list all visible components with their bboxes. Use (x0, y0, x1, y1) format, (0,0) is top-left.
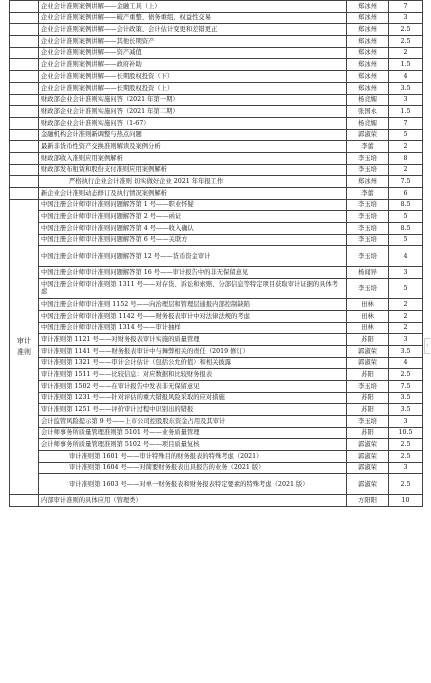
course-title: 审计准则第 1141 号——财务报表审计中与舞弊相关的责任（2019 修订） (39, 345, 347, 357)
course-title: 中国注册会计师审计准则第 1142 号——财务报表审计中对法律法规的考虑 (39, 310, 347, 322)
table-row (10, 416, 423, 428)
category-cell (10, 129, 39, 141)
table-row (10, 94, 423, 106)
category-cell (10, 141, 39, 153)
course-title: 企业会计准则案例讲解——其他长期资产 (39, 36, 347, 48)
course-instructor: 郑冰州 (347, 71, 389, 83)
table-row (10, 494, 423, 506)
table-row (10, 322, 423, 334)
table-row (10, 141, 423, 153)
table-row (10, 451, 423, 463)
course-hours: 2 (389, 164, 423, 176)
category-cell (10, 82, 39, 94)
category-cell (10, 117, 39, 129)
course-instructor: 杨闻异 (347, 266, 389, 278)
course-title: 审计准则第 1231 号——针对评估的重大错报风险采取的应对措施 (39, 392, 347, 404)
table-row (10, 164, 423, 176)
table-row (10, 310, 423, 322)
course-title: 会计师事务所质量管理准则第 5102 号——项目质量复核 (39, 439, 347, 451)
course-instructor: 李玉培 (347, 211, 389, 223)
course-hours: 7.5 (389, 176, 423, 188)
course-hours: 2 (389, 141, 423, 153)
course-instructor: 李蕾 (347, 188, 389, 200)
table-row (10, 106, 423, 118)
table-row (10, 129, 423, 141)
course-title: 财政部企业会计准则实施问答（2021 年第二期） (39, 106, 347, 118)
course-instructor: 方阳阳 (347, 494, 389, 506)
course-hours: 7 (389, 117, 423, 129)
table-row (10, 82, 423, 94)
course-hours: 2 (389, 310, 423, 322)
course-hours: 2.5 (389, 439, 423, 451)
course-title: 审计准则第 1604 号——对简要财务报表出具报告的业务（2021 版） (39, 462, 347, 474)
course-instructor: 苏阳 (347, 369, 389, 381)
course-title: 审计准则第 1511 号——比较信息：对应数据和比较财务报表 (39, 369, 347, 381)
course-instructor: 郭淑荣 (347, 451, 389, 463)
course-hours: 3.5 (389, 404, 423, 416)
table-row (10, 369, 423, 381)
course-hours: 3.5 (389, 392, 423, 404)
course-title: 中国注册会计师审计准则问题解答第 4 号——收入确认 (39, 223, 347, 235)
course-table-body (10, 1, 423, 507)
course-title: 企业会计准则案例讲解——政府补助 (39, 59, 347, 71)
table-row (10, 234, 423, 246)
table-row (10, 152, 423, 164)
course-hours: 10.5 (389, 427, 423, 439)
course-instructor: 苏阳 (347, 427, 389, 439)
table-row (10, 71, 423, 83)
course-hours: 1.5 (389, 106, 423, 118)
side-scroll-handle[interactable]: ‹ (424, 338, 430, 354)
course-instructor: 杨竞媚 (347, 94, 389, 106)
course-instructor: 李蕾 (347, 141, 389, 153)
table-row (10, 188, 423, 200)
table-row (10, 439, 423, 451)
table-row (10, 223, 423, 235)
course-hours: 5 (389, 211, 423, 223)
course-instructor: 郑冰州 (347, 47, 389, 59)
course-instructor: 李玉培 (347, 234, 389, 246)
course-instructor: 郭淑荣 (347, 474, 389, 495)
table-row (10, 59, 423, 71)
course-hours: 2 (389, 322, 423, 334)
course-hours: 8.5 (389, 199, 423, 211)
course-title: 严格执行企业会计准则 切实做好企业 2021 年年报工作 (39, 176, 347, 188)
course-instructor: 郑冰州 (347, 1, 389, 13)
category-cell (10, 12, 39, 24)
course-title: 中国注册会计师审计准则问题解答第 6 号——关联方 (39, 234, 347, 246)
course-title: 财政部发布租赁和股份支付准则应用案例解析 (39, 164, 347, 176)
course-hours: 2.5 (389, 36, 423, 48)
course-instructor: 苏阳 (347, 392, 389, 404)
course-table (9, 0, 423, 507)
table-row (10, 246, 423, 267)
course-title: 企业会计准则案例讲解——资产减值 (39, 47, 347, 59)
course-instructor: 郑冰州 (347, 59, 389, 71)
course-title: 审计准则第 1251 号——评价审计过程中识别出的错报 (39, 404, 347, 416)
table-row (10, 47, 423, 59)
course-title: 财政部企业会计准则实施问答（1-67） (39, 117, 347, 129)
table-row (10, 474, 423, 495)
course-hours: 3 (389, 94, 423, 106)
course-instructor: 李玉培 (347, 416, 389, 428)
course-instructor: 郭淑荣 (347, 129, 389, 141)
course-title: 财政部收入准则应用案例解析 (39, 152, 347, 164)
course-instructor: 郑冰州 (347, 12, 389, 24)
course-hours: 3.5 (389, 82, 423, 94)
course-hours: 2.5 (389, 24, 423, 36)
category-cell-audit-standards: 审计准则 (10, 199, 39, 494)
table-row (10, 12, 423, 24)
course-instructor: 李玉培 (347, 278, 389, 299)
course-hours: 2.5 (389, 474, 423, 495)
course-instructor: 李玉培 (347, 380, 389, 392)
course-title: 企业会计准则案例讲解——会计政策、会计估计变更和差错更正 (39, 24, 347, 36)
course-title: 审计准则第 1321 号——审计会计估计（包括公允价值）和相关披露 (39, 357, 347, 369)
course-instructor: 郭淑荣 (347, 462, 389, 474)
course-title: 中国注册会计师审计准则 1152 号——向治理层和管理层通报内部控制缺陷 (39, 299, 347, 311)
table-row (10, 278, 423, 299)
course-instructor: 李玉培 (347, 246, 389, 267)
course-instructor: 杨竞媚 (347, 117, 389, 129)
course-table-sheet (9, 0, 422, 507)
course-hours: 3.5 (389, 345, 423, 357)
course-title: 审计准则第 1502 号——在审计报告中发表非无保留意见 (39, 380, 347, 392)
course-title: 审计准则第 1603 号——对单一财务报表和财务报表特定要素的特殊考虑（2021 版） (39, 474, 347, 495)
course-hours: 3 (389, 416, 423, 428)
course-hours: 3 (389, 462, 423, 474)
course-title: 中国注册会计师审计准则问题解答第 12 号——货币资金审计 (39, 246, 347, 267)
course-hours: 4 (389, 357, 423, 369)
course-hours: 2.5 (389, 369, 423, 381)
course-title: 新企业会计准则动态修订及执行情况案例解析 (39, 188, 347, 200)
category-cell (10, 47, 39, 59)
course-instructor: 郭淑荣 (347, 345, 389, 357)
table-row (10, 334, 423, 346)
table-row (10, 345, 423, 357)
course-title: 中国注册会计师审计准则第 1314 号——审计抽样 (39, 322, 347, 334)
course-instructor: 田林 (347, 322, 389, 334)
course-title: 中国注册会计师审计准则问题解答第 2 号——函证 (39, 211, 347, 223)
category-cell (10, 188, 39, 200)
course-hours: 4 (389, 71, 423, 83)
table-row (10, 427, 423, 439)
course-hours: 10 (389, 494, 423, 506)
category-cell (10, 36, 39, 48)
course-title: 中国注册会计师审计准则问题解答第 16 号——审计报告中的非无保留意见 (39, 266, 347, 278)
table-row (10, 1, 423, 13)
course-hours: 3 (389, 334, 423, 346)
course-hours: 8.5 (389, 223, 423, 235)
table-row (10, 462, 423, 474)
course-hours: 5 (389, 129, 423, 141)
course-instructor: 李玉培 (347, 164, 389, 176)
course-instructor: 郭淑荣 (347, 439, 389, 451)
course-title: 会计师事务所质量管理准则第 5101 号——业务质量管理 (39, 427, 347, 439)
course-hours: 5 (389, 234, 423, 246)
course-instructor: 田林 (347, 299, 389, 311)
course-title: 财政部企业会计准则实施问答（2021 年第一期） (39, 94, 347, 106)
category-cell (10, 1, 39, 13)
course-hours: 1.5 (389, 59, 423, 71)
category-cell (10, 24, 39, 36)
course-title: 企业会计准则案例讲解——长期股权投资（上） (39, 82, 347, 94)
course-instructor: 张国永 (347, 106, 389, 118)
table-row (10, 36, 423, 48)
course-hours: 5 (389, 278, 423, 299)
category-cell (10, 164, 39, 176)
course-title: 中国注册会计师审计准则问题解答第 1 号——职业怀疑 (39, 199, 347, 211)
course-instructor: 郭淑荣 (347, 357, 389, 369)
table-row (10, 357, 423, 369)
category-cell (10, 94, 39, 106)
course-instructor: 郑冰州 (347, 36, 389, 48)
course-instructor: 郑冰州 (347, 176, 389, 188)
course-title: 中国注册会计师审计准则第 1311 号——对存货、诉讼和索赔、分部信息等特定项目获取审计证据的具体考虑 (39, 278, 347, 299)
course-instructor: 郑冰州 (347, 82, 389, 94)
table-row (10, 24, 423, 36)
course-hours: 3 (389, 12, 423, 24)
table-row (10, 392, 423, 404)
table-row (10, 211, 423, 223)
table-row (10, 404, 423, 416)
course-instructor: 苏阳 (347, 404, 389, 416)
table-row (10, 266, 423, 278)
course-instructor: 李玉培 (347, 152, 389, 164)
category-cell (10, 494, 39, 506)
course-title: 最新非货币性资产交换准则解读及案例分析 (39, 141, 347, 153)
course-title: 审计准则第 1121 号——对财务报表审计实施的质量管理 (39, 334, 347, 346)
table-row (10, 380, 423, 392)
category-cell (10, 152, 39, 164)
course-hours: 2 (389, 299, 423, 311)
course-hours: 2.5 (389, 451, 423, 463)
course-instructor: 田林 (347, 310, 389, 322)
category-cell (10, 71, 39, 83)
course-title: 企业会计准则案例讲解——金融工具（上） (39, 1, 347, 13)
course-hours: 2 (389, 47, 423, 59)
category-cell (10, 176, 39, 188)
course-title: 审计准则第 1601 号——审计特殊目的财务报表的特殊考虑（2021） (39, 451, 347, 463)
course-hours: 7 (389, 1, 423, 13)
course-hours: 3 (389, 266, 423, 278)
table-row (10, 299, 423, 311)
course-hours: 7.5 (389, 380, 423, 392)
course-title: 企业会计准则案例讲解——长期股权投资（下） (39, 71, 347, 83)
course-instructor: 李玉培 (347, 223, 389, 235)
course-title: 会计监管风险提示第 9 号——上市公司控股股东资金占用及其审计 (39, 416, 347, 428)
table-row (10, 176, 423, 188)
course-hours: 8 (389, 152, 423, 164)
table-row (10, 117, 423, 129)
course-title: 金融机构会计准则新调整与热点问题 (39, 129, 347, 141)
category-cell (10, 106, 39, 118)
category-cell (10, 59, 39, 71)
course-instructor: 苏阳 (347, 334, 389, 346)
course-instructor: 郑冰州 (347, 24, 389, 36)
course-hours: 6 (389, 188, 423, 200)
course-title: 内部审计准则的具体应用（管理类） (39, 494, 347, 506)
course-instructor: 李玉培 (347, 199, 389, 211)
course-title: 企业会计准则案例讲解——破产重整、债务重组、权益性交易 (39, 12, 347, 24)
course-hours: 4 (389, 246, 423, 267)
table-row (10, 199, 423, 211)
